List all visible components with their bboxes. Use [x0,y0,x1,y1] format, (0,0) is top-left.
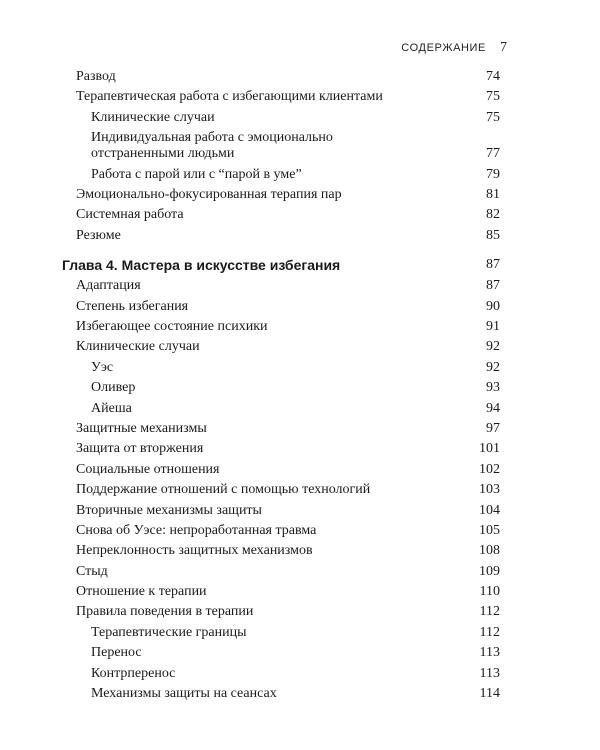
toc-entry[interactable] [62,128,500,165]
toc-entry-page: 108 [479,543,500,559]
toc-entry[interactable] [62,643,500,663]
toc-entry-title: Защитные механизмы [76,420,207,436]
toc-entry-page: 110 [479,584,500,600]
toc-entry[interactable] [62,108,500,128]
table-of-contents [62,67,500,704]
toc-entry[interactable] [62,521,500,541]
toc-entry-page: 109 [479,563,500,579]
toc-entry[interactable] [62,297,500,317]
toc-entry-page: 75 [486,89,500,105]
toc-entry-page: 90 [486,298,500,314]
toc-entry-title: Избегающее состояние психики [76,319,268,335]
section-title: СОДЕРЖАНИЕ [401,42,486,54]
toc-entry[interactable] [62,185,500,205]
toc-entry-title: Адаптация [76,278,141,294]
toc-entry[interactable] [62,358,500,378]
toc-entry[interactable] [62,165,500,185]
toc-entry-page: 97 [486,420,500,436]
toc-entry[interactable] [62,480,500,500]
toc-entry-title: Уэс [91,359,114,375]
toc-entry-title: Перенос [91,645,142,661]
toc-entry-title: Работа с парой или с “парой в уме” [91,166,302,182]
toc-entry[interactable] [62,684,500,704]
toc-entry-page: 93 [486,380,500,396]
toc-entry-title: Оливер [91,380,136,396]
toc-entry-page: 104 [479,502,500,518]
toc-entry[interactable] [62,602,500,622]
toc-entry-page: 74 [486,69,500,84]
toc-entry-page: 112 [479,624,500,640]
toc-entry[interactable] [62,87,500,107]
toc-entry-page: 75 [486,109,500,125]
toc-entry-page: 113 [479,665,500,681]
toc-entry-title: Терапевтическая работа с избегающими клиентами [76,89,383,105]
toc-entry-page: 81 [486,187,500,203]
toc-entry-page: 92 [486,359,500,375]
toc-entry-page: 94 [486,400,500,416]
toc-entry-title: Эмоционально-фокусированная терапия пар [76,187,342,203]
toc-entry-page: 82 [486,207,500,223]
toc-entry[interactable] [62,562,500,582]
toc-entry-title: Снова об Уэсе: непроработанная травма [76,522,317,538]
toc-entry-page: 87 [486,257,500,273]
toc-entry-title: Терапевтические границы [91,624,247,640]
toc-entry-title: Непреклонность защитных механизмов [76,543,313,559]
toc-entry-title: Индивидуальная работа с эмоционально отстраненными людьми [91,130,333,162]
toc-entry-page: 113 [479,645,500,661]
toc-entry[interactable] [62,439,500,459]
toc-entry[interactable] [62,276,500,296]
page-number: 7 [500,40,507,55]
toc-entry[interactable] [62,623,500,643]
toc-entry-title: Системная работа [76,207,184,223]
toc-entry[interactable] [62,337,500,357]
toc-entry-title: Контрперенос [91,665,176,681]
toc-chapter-title: Глава 4. Мастера в искусстве избегания [62,257,341,274]
toc-entry-title: Вторичные механизмы защиты [76,502,262,518]
toc-entry-page: 77 [486,146,500,162]
toc-entry-title: Поддержание отношений с помощью технологий [76,482,371,498]
toc-entry[interactable] [62,226,500,246]
toc-entry-page: 103 [479,482,500,498]
toc-entry[interactable] [62,317,500,337]
toc-entry-page: 114 [479,686,500,702]
toc-entry-page: 91 [486,319,500,335]
toc-entry-page: 112 [479,604,500,620]
toc-entry-page: 102 [479,461,500,477]
toc-entry-title: Резюме [76,227,121,243]
toc-entry-title: Стыд [76,563,108,579]
toc-entry[interactable] [62,541,500,561]
toc-entry-page: 79 [486,166,500,182]
toc-entry[interactable] [62,399,500,419]
running-header [401,40,507,56]
toc-entry-page: 92 [486,339,500,355]
toc-entry-title: Защита от вторжения [76,441,204,457]
toc-entry[interactable] [62,501,500,521]
toc-entry-title: Механизмы защиты на сеансах [91,686,277,702]
toc-entry[interactable] [62,419,500,439]
toc-entry[interactable] [62,460,500,480]
toc-entry[interactable] [62,67,500,87]
toc-entry-page: 101 [479,441,500,457]
toc-chapter-heading[interactable] [62,252,500,276]
toc-entry[interactable] [62,582,500,602]
toc-entry-title: Развод [76,69,116,84]
toc-entry-title: Степень избегания [76,298,189,314]
toc-entry[interactable] [62,205,500,225]
toc-entry-title: Клинические случаи [76,339,200,355]
toc-entry-page: 85 [486,227,500,243]
toc-entry[interactable] [62,664,500,684]
toc-entry-title: Правила поведения в терапии [76,604,254,620]
toc-entry-title: Отношение к терапии [76,584,207,600]
toc-entry-page: 87 [486,278,500,294]
toc-entry-page: 105 [479,522,500,538]
toc-entry[interactable] [62,378,500,398]
toc-entry-title: Айеша [91,400,132,416]
toc-entry-title: Социальные отношения [76,461,220,477]
toc-entry-title: Клинические случаи [91,109,215,125]
